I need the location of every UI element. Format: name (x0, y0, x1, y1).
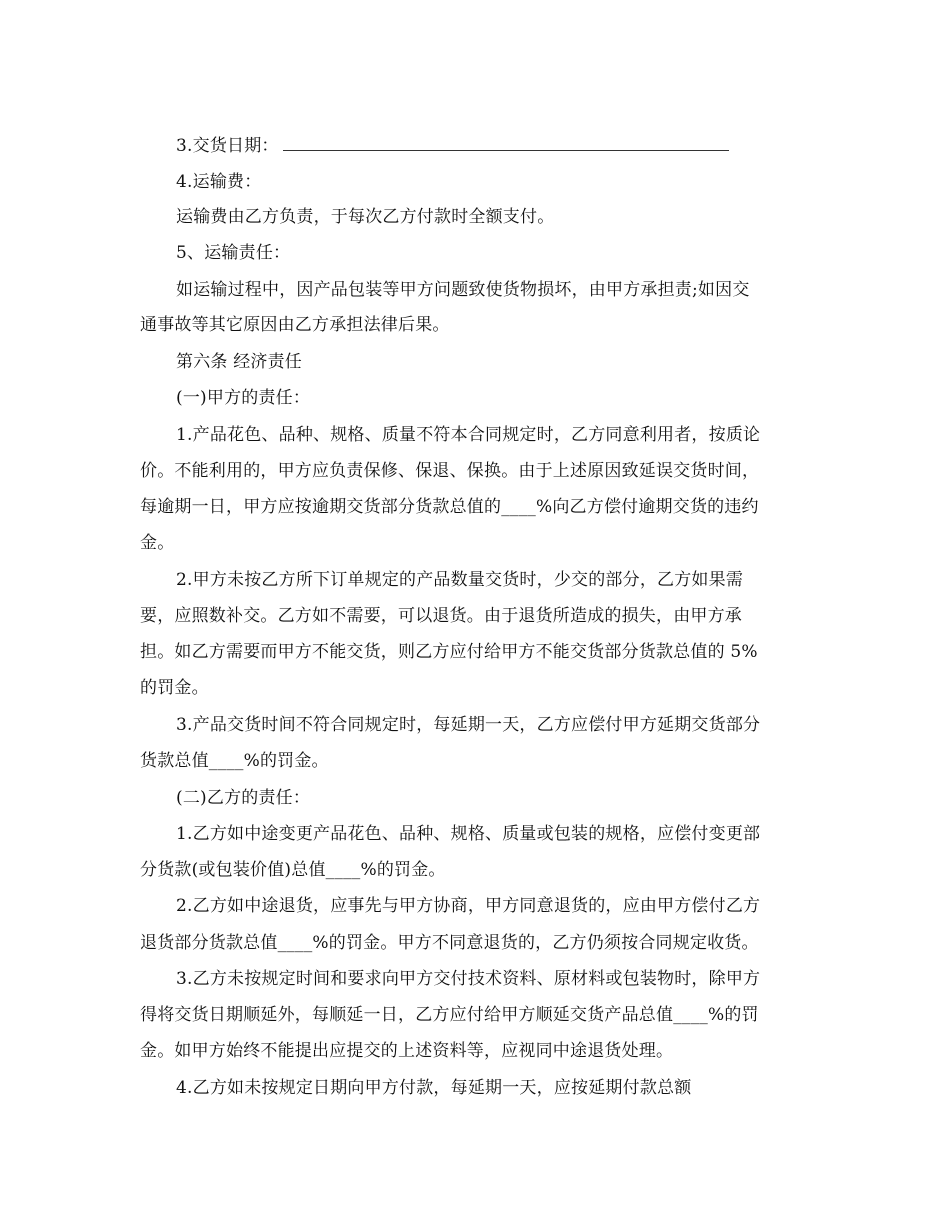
text-line: 1.乙方如中途变更产品花色、品种、规格、质量或包装的规格，应偿付变更部 (176, 824, 761, 844)
text-line: 金。 (140, 533, 175, 553)
text-line: 2.乙方如中途退货，应事先与甲方协商，甲方同意退货的，应由甲方偿付乙方 (176, 896, 761, 916)
text-line: 得将交货日期顺延外，每顺延一日，乙方应付给甲方顺延交货产品总值____%的罚 (140, 1005, 759, 1025)
text-line: 金。如甲方始终不能提出应提交的上述资料等，应视同中途退货处理。 (140, 1041, 674, 1061)
subsection-heading: (二)乙方的责任： (176, 788, 311, 808)
delivery-date-line (176, 135, 876, 157)
delivery-date-label: 3.交货日期： (176, 136, 279, 156)
text-line: 如运输过程中，因产品包装等甲方问题致使货物损坏，由甲方承担责;如因交 (176, 280, 750, 300)
section-heading: 第六条 经济责任 (176, 352, 303, 372)
text-line: 要，应照数补交。乙方如不需要，可以退货。由于退货所造成的损失，由甲方承 (140, 606, 742, 626)
text-line: 运输费由乙方负责，于每次乙方付款时全额支付。 (176, 207, 555, 227)
text-line: 的罚金。 (140, 678, 209, 698)
text-line: 2.甲方未按乙方所下订单规定的产品数量交货时，少交的部分，乙方如果需 (176, 570, 744, 590)
subsection-heading: (一)甲方的责任： (176, 388, 311, 408)
text-line: 4.乙方如未按规定日期向甲方付款，每延期一天，应按延期付款总额 (176, 1078, 692, 1098)
text-line: 货款总值____%的罚金。 (140, 751, 329, 771)
text-line: 3.产品交货时间不符合同规定时，每延期一天，乙方应偿付甲方延期交货部分 (176, 715, 761, 735)
text-line: 通事故等其它原因由乙方承担法律后果。 (140, 315, 450, 335)
text-line: 分货款(或包装价值)总值____%的罚金。 (140, 860, 446, 880)
text-line: 担。如乙方需要而甲方不能交货，则乙方应付给甲方不能交货部分货款总值的 5% (140, 642, 758, 662)
text-line: 3.乙方未按规定时间和要求向甲方交付技术资料、原材料或包装物时，除甲方 (176, 969, 761, 989)
text-line: 价。不能利用的，甲方应负责保修、保退、保换。由于上述原因致延误交货时间， (140, 461, 760, 481)
text-line: 1.产品花色、品种、规格、质量不符本合同规定时，乙方同意利用者，按质论 (176, 425, 761, 445)
text-line: 4.运输费： (176, 172, 262, 192)
text-line: 每逾期一日，甲方应按逾期交货部分货款总值的____%向乙方偿付逾期交货的违约 (140, 497, 759, 517)
delivery-date-blank (283, 136, 729, 151)
text-line: 退货部分货款总值____%的罚金。甲方不同意退货的，乙方仍须按合同规定收货。 (140, 933, 759, 953)
text-line: 5、运输责任： (176, 243, 291, 263)
